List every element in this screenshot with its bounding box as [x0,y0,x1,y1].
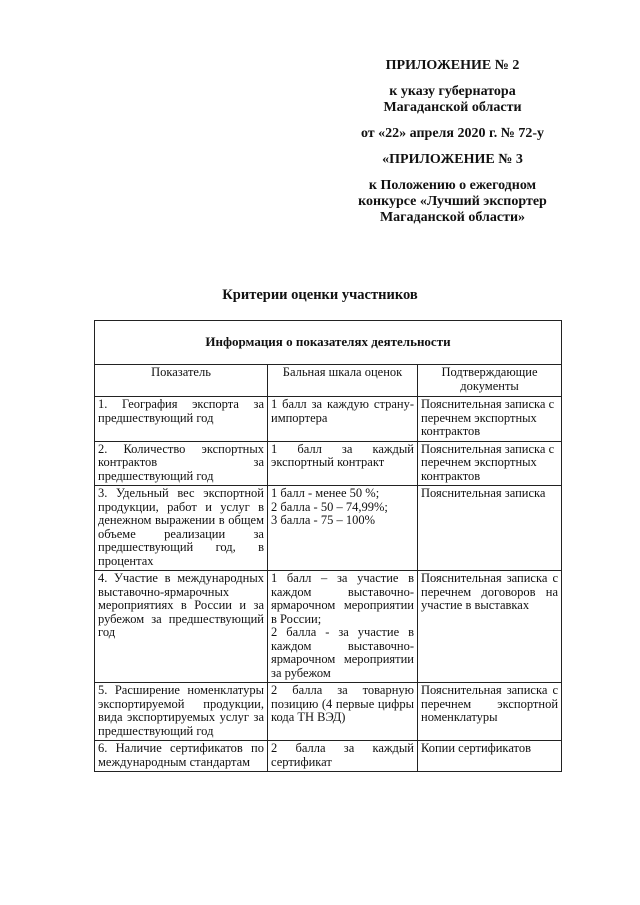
scale-cell: 2 балла за товарную позицию (4 первые цифры кода ТН ВЭД) [268,683,418,741]
scale-cell: 1 балл за каждую страну-импортера [268,397,418,442]
decree-date: от «22» апреля 2020 г. № 72-у [360,126,544,141]
scale-line: 1 балл – за участие в каждом выставочно-ярмарочном мероприятии в России; [271,571,414,626]
page-title: Критерии оценки участников [222,287,418,303]
documents-cell: Пояснительная записка с перечнем экспортной номенклатуры [418,683,562,741]
documents-cell: Пояснительная записка с перечнем договоров на участие в выставках [418,571,562,683]
decree-line-1: к указу губернатора [389,84,516,99]
table-row [95,397,562,442]
scale-line: 2 балла - 50 – 74,99%; [271,499,388,514]
scale-cell: 2 балла за каждый сертификат [268,741,418,772]
regulation-line-1: к Положению о ежегодном [368,178,537,193]
documents-cell: Копии сертификатов [418,741,562,772]
criteria-table [94,320,562,772]
table-row [95,441,562,486]
table-row [95,486,562,571]
appendix-3-number: «ПРИЛОЖЕНИЕ № 3 [382,152,523,167]
scale-line: 3 балла - 75 – 100% [271,513,375,527]
column-header-scale: Бальная шкала оценок [268,365,418,397]
column-header-documents: Подтверждающие документы [418,365,562,397]
indicator-cell: 6. Наличие сертификатов по международным стандартам [95,741,268,772]
scale-cell: 1 балл за каждый экспортный контракт [268,441,418,486]
scale-cell [268,571,418,683]
documents-cell: Пояснительная записка с перечнем экспортных контрактов [418,397,562,442]
regulation-line-3: Магаданской области» [379,210,526,225]
scale-line: 2 балла - за участие в каждом выставочно-ярмарочном мероприятии за рубежом [271,625,414,680]
regulation-line-2: конкурсе «Лучший экспортер [358,194,547,209]
table-row [95,683,562,741]
decree-line-2: Магаданской области [383,100,522,115]
indicator-cell: 3. Удельный вес экспортной продукции, работ и услуг в денежном выражении в общем объеме реализации за предшествующий год, в процентах [95,486,268,571]
appendix-number: ПРИЛОЖЕНИЕ № 2 [385,58,520,73]
indicator-cell: 1. География экспорта за предшествующий год [95,397,268,442]
table-row [95,571,562,683]
column-header-row [95,365,562,397]
documents-cell: Пояснительная записка [418,486,562,571]
scale-line: 1 балл - менее 50 %; [271,486,380,500]
table-row [95,741,562,772]
column-header-indicator: Показатель [95,365,268,397]
indicator-cell: 2. Количество экспортных контрактов за предшествующий год [95,441,268,486]
scale-cell [268,486,418,571]
indicator-cell: 5. Расширение номенклатуры экспортируемой продукции, вида экспортируемых услуг за предшествующий год [95,683,268,741]
documents-cell: Пояснительная записка с перечнем экспортных контрактов [418,441,562,486]
section-header: Информация о показателях деятельности [95,321,562,365]
document-header [330,58,575,226]
indicator-cell: 4. Участие в международных выставочно-ярмарочных мероприятиях в России и за рубежом за предшествующий год [95,571,268,683]
